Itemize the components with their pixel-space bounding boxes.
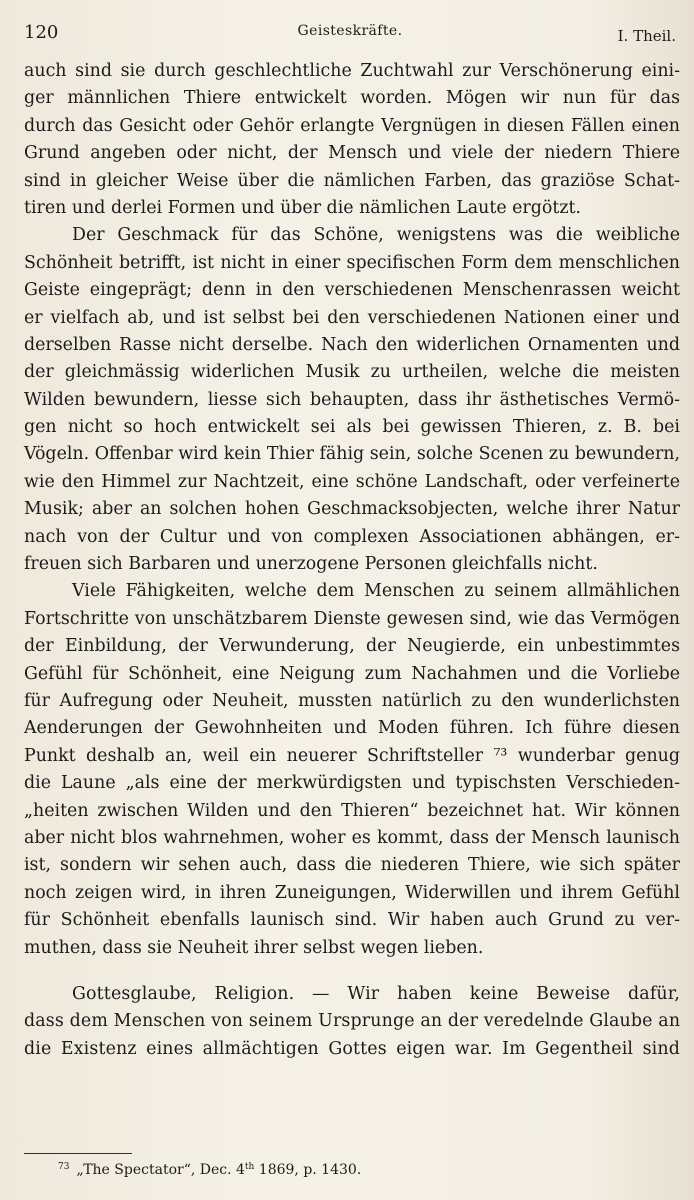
text-line: Schönheit betrifft, ist nicht in einer specifischen Form dem menschlichen [24,252,680,273]
text-line: noch zeigen wird, in ihren Zuneigungen, Widerwillen und ihrem Gefühl [24,882,680,903]
text-line: Geiste eingeprägt; denn in den verschiedenen Menschenrassen weicht [24,280,680,301]
footnote-tail: 1869, p. 1430. [254,1162,362,1178]
footnote-rule [24,1153,132,1154]
footnote [58,1162,361,1178]
text-line: Punkt deshalb an, weil ein neuerer Schriftsteller ⁷³ wunderbar genug [24,745,680,766]
text-line: Viele Fähigkeiten, welche dem Menschen zu seinem allmählichen [72,581,680,602]
text-line: die Laune „als eine der merkwürdigsten und typischsten Verschieden- [24,773,680,794]
text-line: ist, sondern wir sehen auch, dass die niederen Thiere, wie sich später [24,855,680,876]
text-line: Fortschritte von unschätzbarem Dienste gewesen sind, wie das Vermögen [24,608,680,629]
footnote-superscript: th [244,1162,255,1172]
text-line: Aenderungen der Gewohnheiten und Moden führen. Ich führe diesen [24,718,680,739]
paragraph-1 [24,58,680,222]
text-line: auch sind sie durch geschlechtliche Zuchtwahl zur Verschönerung eini- [24,61,680,81]
text-line: ger männlichen Thiere entwickelt worden. Mögen wir nun für das [24,88,680,109]
text-line: tiren und derlei Formen und über die nämlichen Laute ergötzt. [24,197,582,218]
text-line: durch das Gesicht oder Gehör erlangte Vergnügen in diesen Fällen einen [24,115,680,136]
part-label: I. Theil. [617,27,676,45]
text-line: Gefühl für Schönheit, eine Neigung zum Nachahmen und die Vorliebe [24,663,680,684]
text-line: derselben Rasse nicht derselbe. Nach den widerlichen Ornamenten und [24,334,680,355]
text-line: sind in gleicher Weise über die nämlichen Farben, das graziöse Schat- [24,170,680,191]
text-line: Musik; aber an solchen hohen Geschmacksobjecten, welche ihrer Natur [24,499,680,520]
text-line: Der Geschmack für das Schöne, wenigstens was die weibliche [72,225,680,246]
text-line: der gleichmässig widerlichen Musik zu urtheilen, welche die meisten [24,362,680,383]
text-line: für Schönheit ebenfalls launisch sind. Wir haben auch Grund zu ver- [24,910,680,931]
paragraph-4 [24,981,680,1063]
section-heading-line: Gottesglaube, Religion. — Wir haben keine Beweise dafür, [72,983,680,1004]
text-line: dass dem Menschen von seinem Ursprunge an der veredelnde Glaube an [24,1011,681,1032]
text-line: die Existenz eines allmächtigen Gottes eigen war. Im Gegentheil sind [24,1038,680,1059]
text-line: „heiten zwischen Wilden und den Thieren“ bezeichnet hat. Wir können [24,800,680,821]
text-line: Wilden bewundern, liesse sich behaupten, dass ihr ästhetisches Vermö- [24,389,680,410]
paragraph-2 [24,222,680,578]
text-line: der Einbildung, der Verwunderung, der Neugierde, ein unbestimmtes [24,636,680,657]
running-title: Geisteskräfte. [297,23,403,39]
text-line: freuen sich Barbaren und unerzogene Personen gleichfalls nicht. [24,554,598,575]
text-line: wie den Himmel zur Nachtzeit, eine schöne Landschaft, oder verfeinerte [24,471,680,492]
section-gap [24,962,680,981]
text-line: gen nicht so hoch entwickelt sei als bei gewissen Thieren, z. B. bei [24,417,680,438]
text-line: Vögeln. Offenbar wird kein Thier fähig sein, solche Scenen zu bewundern, [24,444,680,465]
text-line: er vielfach ab, und ist selbst bei den verschiedenen Nationen einer und [24,307,680,328]
footnote-text: „The Spectator“, Dec. 4 [76,1162,245,1178]
footnote-marker: 73 [58,1162,70,1172]
text-line: muthen, dass sie Neuheit ihrer selbst wegen lieben. [24,937,484,958]
paragraph-3 [24,578,680,961]
body-text [24,58,680,1063]
text-line: aber nicht blos wahrnehmen, woher es kommt, dass der Mensch launisch [24,827,680,848]
page-header [24,22,676,46]
text-line: nach von der Cultur und von complexen Associationen abhängen, er- [24,526,680,547]
text-line: für Aufregung oder Neuheit, mussten natürlich zu den wunderlichsten [24,690,680,711]
text-line: Grund angeben oder nicht, der Mensch und viele der niedern Thiere [24,143,680,164]
page-number: 120 [24,22,59,43]
